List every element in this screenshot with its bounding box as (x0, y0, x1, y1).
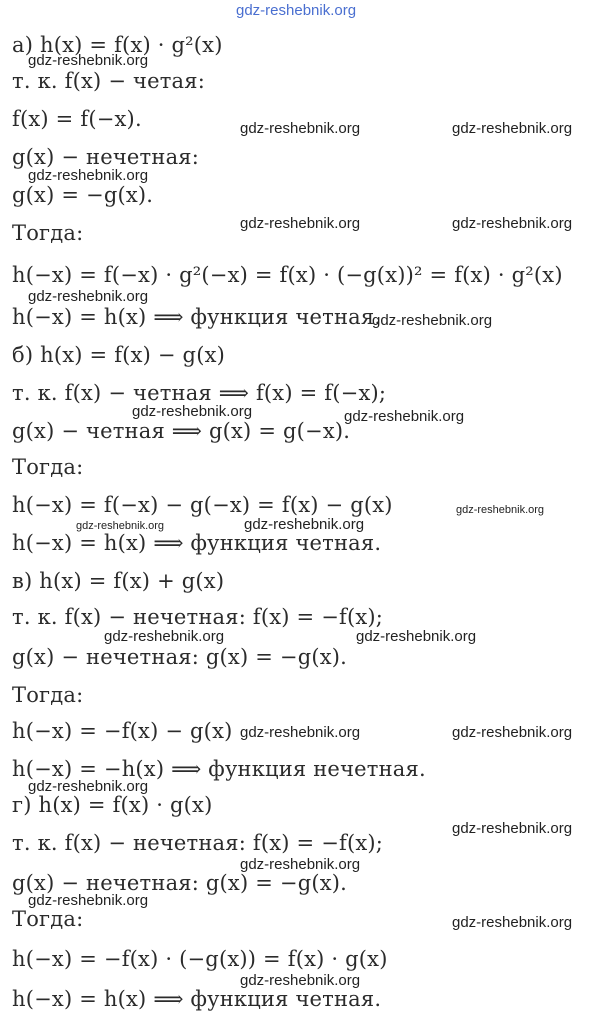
part-c-conclusion: h(−x) = −h(x) ⟹ функция нечетная. (12, 757, 426, 781)
part-d-condition-g: g(x) − нечетная: g(x) = −g(x). (12, 871, 348, 895)
watermark: gdz-reshebnik.org (452, 914, 573, 931)
part-a-conclusion: h(−x) = h(x) ⟹ функция четная. (12, 305, 382, 329)
part-a-g-odd: g(x) = −g(x). (12, 183, 154, 207)
part-d-conclusion: h(−x) = h(x) ⟹ функция четная. (12, 987, 382, 1011)
watermark-top: gdz-reshebnik.org (236, 2, 357, 19)
part-a-condition-g: g(x) − нечетная: (12, 145, 200, 169)
watermark: gdz-reshebnik.org (240, 856, 361, 873)
watermark: gdz-reshebnik.org (104, 628, 225, 645)
watermark: gdz-reshebnik.org (28, 778, 149, 795)
part-b-derivation: h(−x) = f(−x) − g(−x) = f(x) − g(x) (12, 493, 393, 517)
watermark: gdz-reshebnik.org (240, 215, 361, 232)
part-b-condition-f: т. к. f(x) − четная ⟹ f(x) = f(−x); (12, 381, 387, 405)
watermark: gdz-reshebnik.org (452, 820, 573, 837)
watermark: gdz-reshebnik.org (452, 120, 573, 137)
watermark: gdz-reshebnik.org (240, 120, 361, 137)
watermark-small: gdz-reshebnik.org (456, 504, 545, 516)
part-c-definition: в) h(x) = f(x) + g(x) (12, 569, 225, 593)
watermark: gdz-reshebnik.org (28, 892, 149, 909)
watermark: gdz-reshebnik.org (452, 724, 573, 741)
part-b-condition-g: g(x) − четная ⟹ g(x) = g(−x). (12, 419, 351, 443)
watermark: gdz-reshebnik.org (28, 167, 149, 184)
part-d-definition: г) h(x) = f(x) · g(x) (12, 793, 213, 817)
watermark-small: gdz-reshebnik.org (76, 520, 165, 532)
watermark: gdz-reshebnik.org (240, 972, 361, 989)
watermark: gdz-reshebnik.org (28, 288, 149, 305)
watermark: gdz-reshebnik.org (344, 408, 465, 425)
watermark: gdz-reshebnik.org (372, 312, 493, 329)
watermark: gdz-reshebnik.org (28, 52, 149, 69)
watermark: gdz-reshebnik.org (132, 403, 253, 420)
part-c-derivation: h(−x) = −f(x) − g(x) (12, 719, 233, 743)
part-c-condition-g: g(x) − нечетная: g(x) = −g(x). (12, 645, 348, 669)
part-b-then: Тогда: (12, 455, 84, 479)
part-c-condition-f: т. к. f(x) − нечетная: f(x) = −f(x); (12, 605, 384, 629)
watermark: gdz-reshebnik.org (240, 724, 361, 741)
part-a-derivation: h(−x) = f(−x) · g²(−x) = f(x) · (−g(x))² = f(x) · g²(x) (12, 263, 563, 287)
watermark: gdz-reshebnik.org (452, 215, 573, 232)
watermark: gdz-reshebnik.org (356, 628, 477, 645)
part-a-condition-f: т. к. f(x) − четая: (12, 69, 205, 93)
part-b-definition: б) h(x) = f(x) − g(x) (12, 343, 226, 367)
watermark: gdz-reshebnik.org (244, 516, 365, 533)
part-d-then: Тогда: (12, 907, 84, 931)
part-a-f-even: f(x) = f(−x). (12, 107, 142, 131)
part-d-condition-f: т. к. f(x) − нечетная: f(x) = −f(x); (12, 831, 384, 855)
part-a-then: Тогда: (12, 221, 84, 245)
part-c-then: Тогда: (12, 683, 84, 707)
part-b-conclusion: h(−x) = h(x) ⟹ функция четная. (12, 531, 382, 555)
part-a-definition: а) h(x) = f(x) · g²(x) (12, 33, 223, 57)
part-d-derivation: h(−x) = −f(x) · (−g(x)) = f(x) · g(x) (12, 947, 388, 971)
